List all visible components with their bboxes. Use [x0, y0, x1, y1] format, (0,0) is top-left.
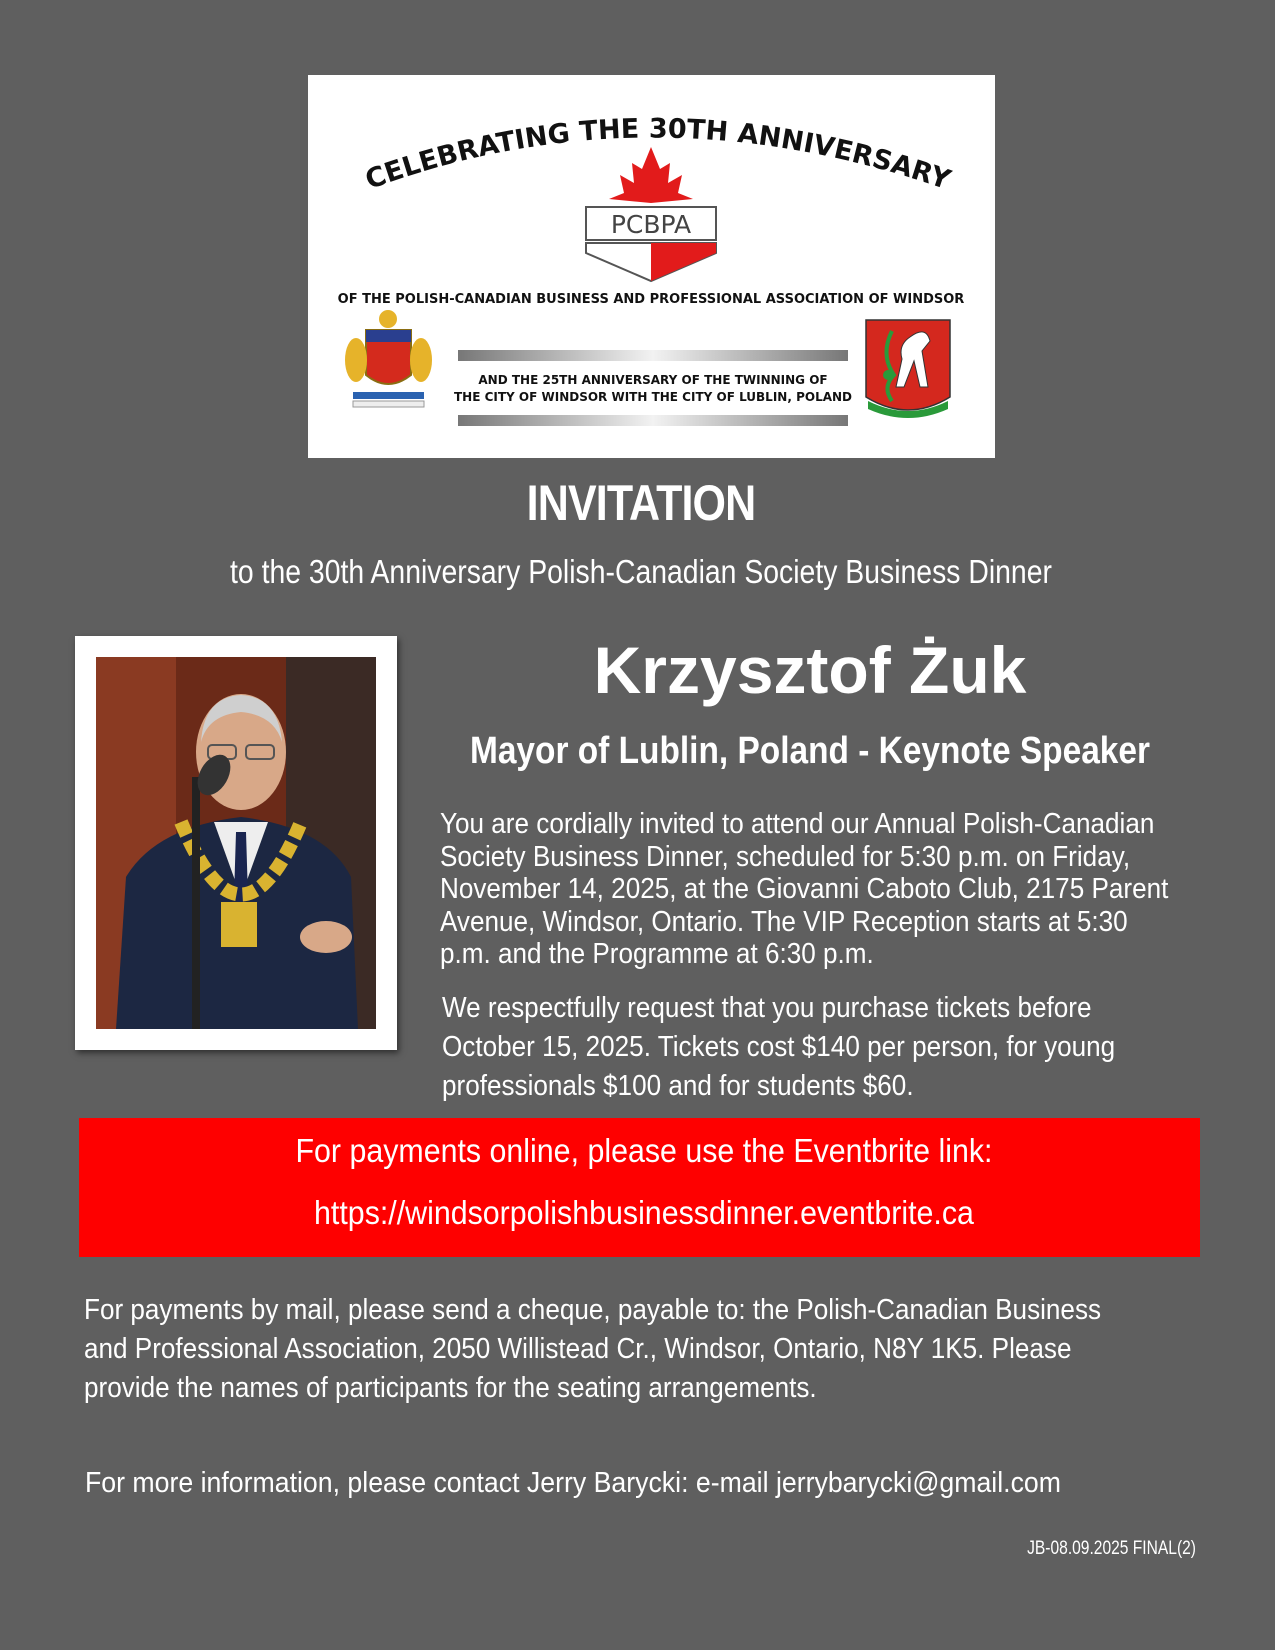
eventbrite-link[interactable]: https://windsorpolishbusinessdinner.eventbrite.ca — [314, 1194, 974, 1231]
invitation-paragraph: You are cordially invited to attend our Annual Polish-Canadian Society Business Dinner, scheduled for 5:30 p.m. on Friday, November 14, 2025, at the Giovanni Caboto Club, 2175 Parent Avenue, Windsor, Ontario. The VIP Reception starts at 5:30 p.m. and the Programme at 6:30 p.m. — [440, 808, 1169, 970]
arc-title: CELEBRATING THE 30TH ANNIVERSARY — [361, 113, 955, 197]
ticket-paragraph: We respectfully request that you purchase tickets before October 15, 2025. Tickets cost $140 per person, for young professionals $100 and for students $60. — [442, 992, 1116, 1102]
pcbpa-logo — [586, 147, 716, 281]
twinning-line-1: AND THE 25TH ANNIVERSARY OF THE TWINNING OF — [478, 373, 828, 387]
mail-payment-paragraph: For payments by mail, please send a cheque, payable to: the Polish-Canadian Business and Professional Association, 2050 Willistead Cr., Windsor, Ontario, N8Y 1K5. Please provide the names of participants for the seating arrangements. — [84, 1294, 1102, 1404]
association-line: OF THE POLISH-CANADIAN BUSINESS AND PROFESSIONAL ASSOCIATION OF WINDSOR — [337, 292, 965, 307]
maple-leaf-icon — [609, 147, 693, 203]
contact-line: For more information, please contact Jerry Barycki: e-mail jerrybarycki@gmail.com — [85, 1467, 1061, 1499]
twinning-line-2: THE CITY OF WINDSOR WITH THE CITY OF LUBLIN, POLAND — [453, 390, 853, 404]
invitation-subtitle: to the 30th Anniversary Polish-Canadian Society Business Dinner — [230, 553, 1052, 590]
anniversary-banner — [308, 75, 995, 458]
document-code: JB-08.09.2025 FINAL(2) — [1027, 1538, 1196, 1559]
windsor-coat-of-arms-icon — [345, 310, 432, 407]
invitation-title: INVITATION — [526, 475, 756, 531]
online-payment-box — [79, 1118, 1200, 1257]
speaker-name: Krzysztof Żuk — [593, 633, 1027, 707]
online-payment-label: For payments online, please use the Eventbrite link: — [295, 1132, 993, 1169]
svg-text:PCBPA: PCBPA — [610, 210, 692, 239]
speaker-photo — [75, 636, 397, 1050]
lublin-coat-of-arms-icon — [866, 320, 950, 418]
speaker-role: Mayor of Lublin, Poland - Keynote Speaker — [469, 730, 1151, 772]
